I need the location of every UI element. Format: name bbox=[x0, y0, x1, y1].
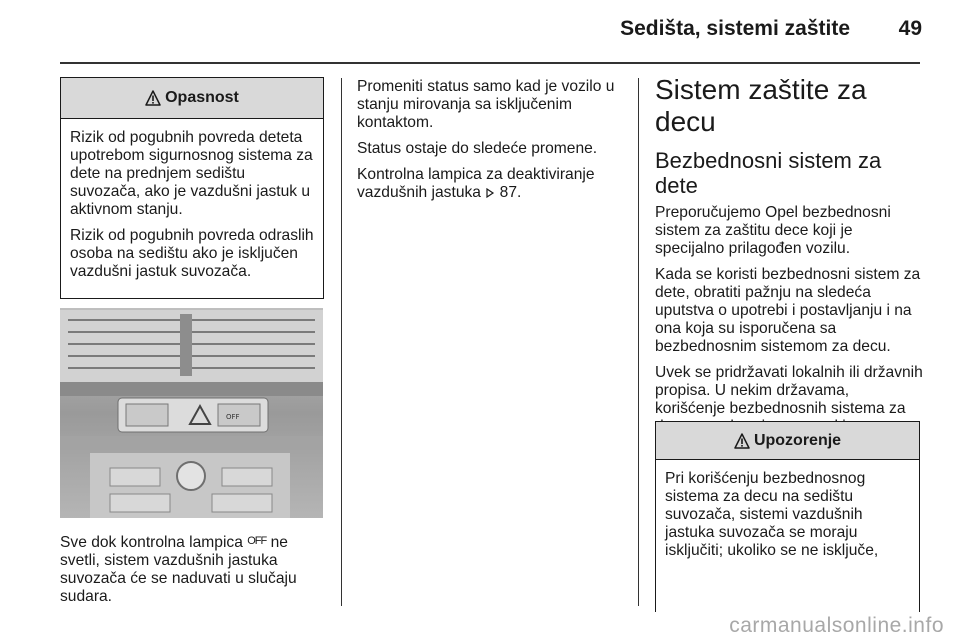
warning-box-header bbox=[656, 422, 919, 460]
reference-page-link[interactable]: 87. bbox=[499, 184, 522, 201]
reference-text: Kontrolna lampica za deaktiviranje vazdušnih jastuka bbox=[357, 166, 595, 201]
col3-paragraph-1: Preporučujemo Opel bezbednosni sistem za zaštitu dece koji je specijalno prilagođen vozilu. bbox=[655, 204, 891, 257]
col3-paragraph-3: Uvek se pridržavati lokalnih ili državnih propisa. U nekim državama, korišćenje bezbednosnih sistema za bbox=[655, 364, 923, 417]
dashboard-photo bbox=[60, 308, 323, 518]
danger-paragraph-1: Rizik od pogubnih povreda deteta upotrebom sigurnosnog sistema za dete na prednjem sedištu suvozača, ako je vazdušni jastuk u aktivnom stanju. bbox=[70, 129, 313, 218]
airbag-status-paragraph bbox=[60, 532, 328, 606]
column-divider-2 bbox=[638, 78, 639, 606]
watermark: carmanualsonline.info bbox=[729, 614, 944, 637]
warning-triangle-icon bbox=[145, 90, 161, 106]
airbag-status-text-end: ne svetli, sistem vazdušnih jastuka suvozača će se naduvati u slučaju sudara. bbox=[60, 534, 297, 605]
warning-triangle-icon bbox=[734, 433, 750, 449]
section-heading: Sistem zaštite za decu bbox=[655, 74, 867, 137]
warning-box-title: Upozorenje bbox=[753, 431, 842, 449]
col2-paragraph-1: Promeniti status samo kad je vozilo u stanju mirovanja sa isključenim kontaktom. bbox=[357, 78, 615, 131]
col3-paragraph-2: Kada se koristi bezbednosni sistem za dete, obratiti pažnju na sledeća uputstva o upotrebi i postavljanju i na ona koja su isporučena sa bezbednosnim sistemom za decu. bbox=[655, 266, 921, 355]
col2-paragraph-2: Status ostaje do sledeće promene. bbox=[357, 140, 598, 157]
column-divider-1 bbox=[341, 78, 342, 606]
danger-box-title: Opasnost bbox=[165, 89, 239, 106]
danger-box bbox=[60, 77, 324, 299]
page-number: 49 bbox=[898, 17, 922, 40]
warning-box-text: Pri korišćenju bezbednosnog sistema za decu na sedištu suvozača, sistemi vazdušnih jastuka suvozača se moraju isključiti; ukoliko se ne isključe, bbox=[665, 470, 879, 559]
subsection-heading: Bezbednosni sistem za dete bbox=[655, 148, 882, 198]
header-rule bbox=[60, 62, 920, 64]
airbag-status-text-start: Sve dok kontrolna lampica bbox=[60, 534, 243, 551]
airbag-off-indicator-icon: OFF bbox=[247, 535, 267, 547]
page-reference-arrow-icon[interactable] bbox=[485, 188, 495, 198]
danger-box-header bbox=[61, 78, 323, 119]
col2-reference-paragraph bbox=[357, 166, 629, 202]
page-header-title: Sedišta, sistemi zaštite bbox=[620, 17, 850, 40]
danger-paragraph-2: Rizik od pogubnih povreda odraslih osoba na sedištu ako je isključen vazdušni jastuk suvozača. bbox=[70, 227, 314, 280]
warning-box bbox=[655, 421, 920, 612]
svg-text:OFF: OFF bbox=[226, 413, 240, 421]
